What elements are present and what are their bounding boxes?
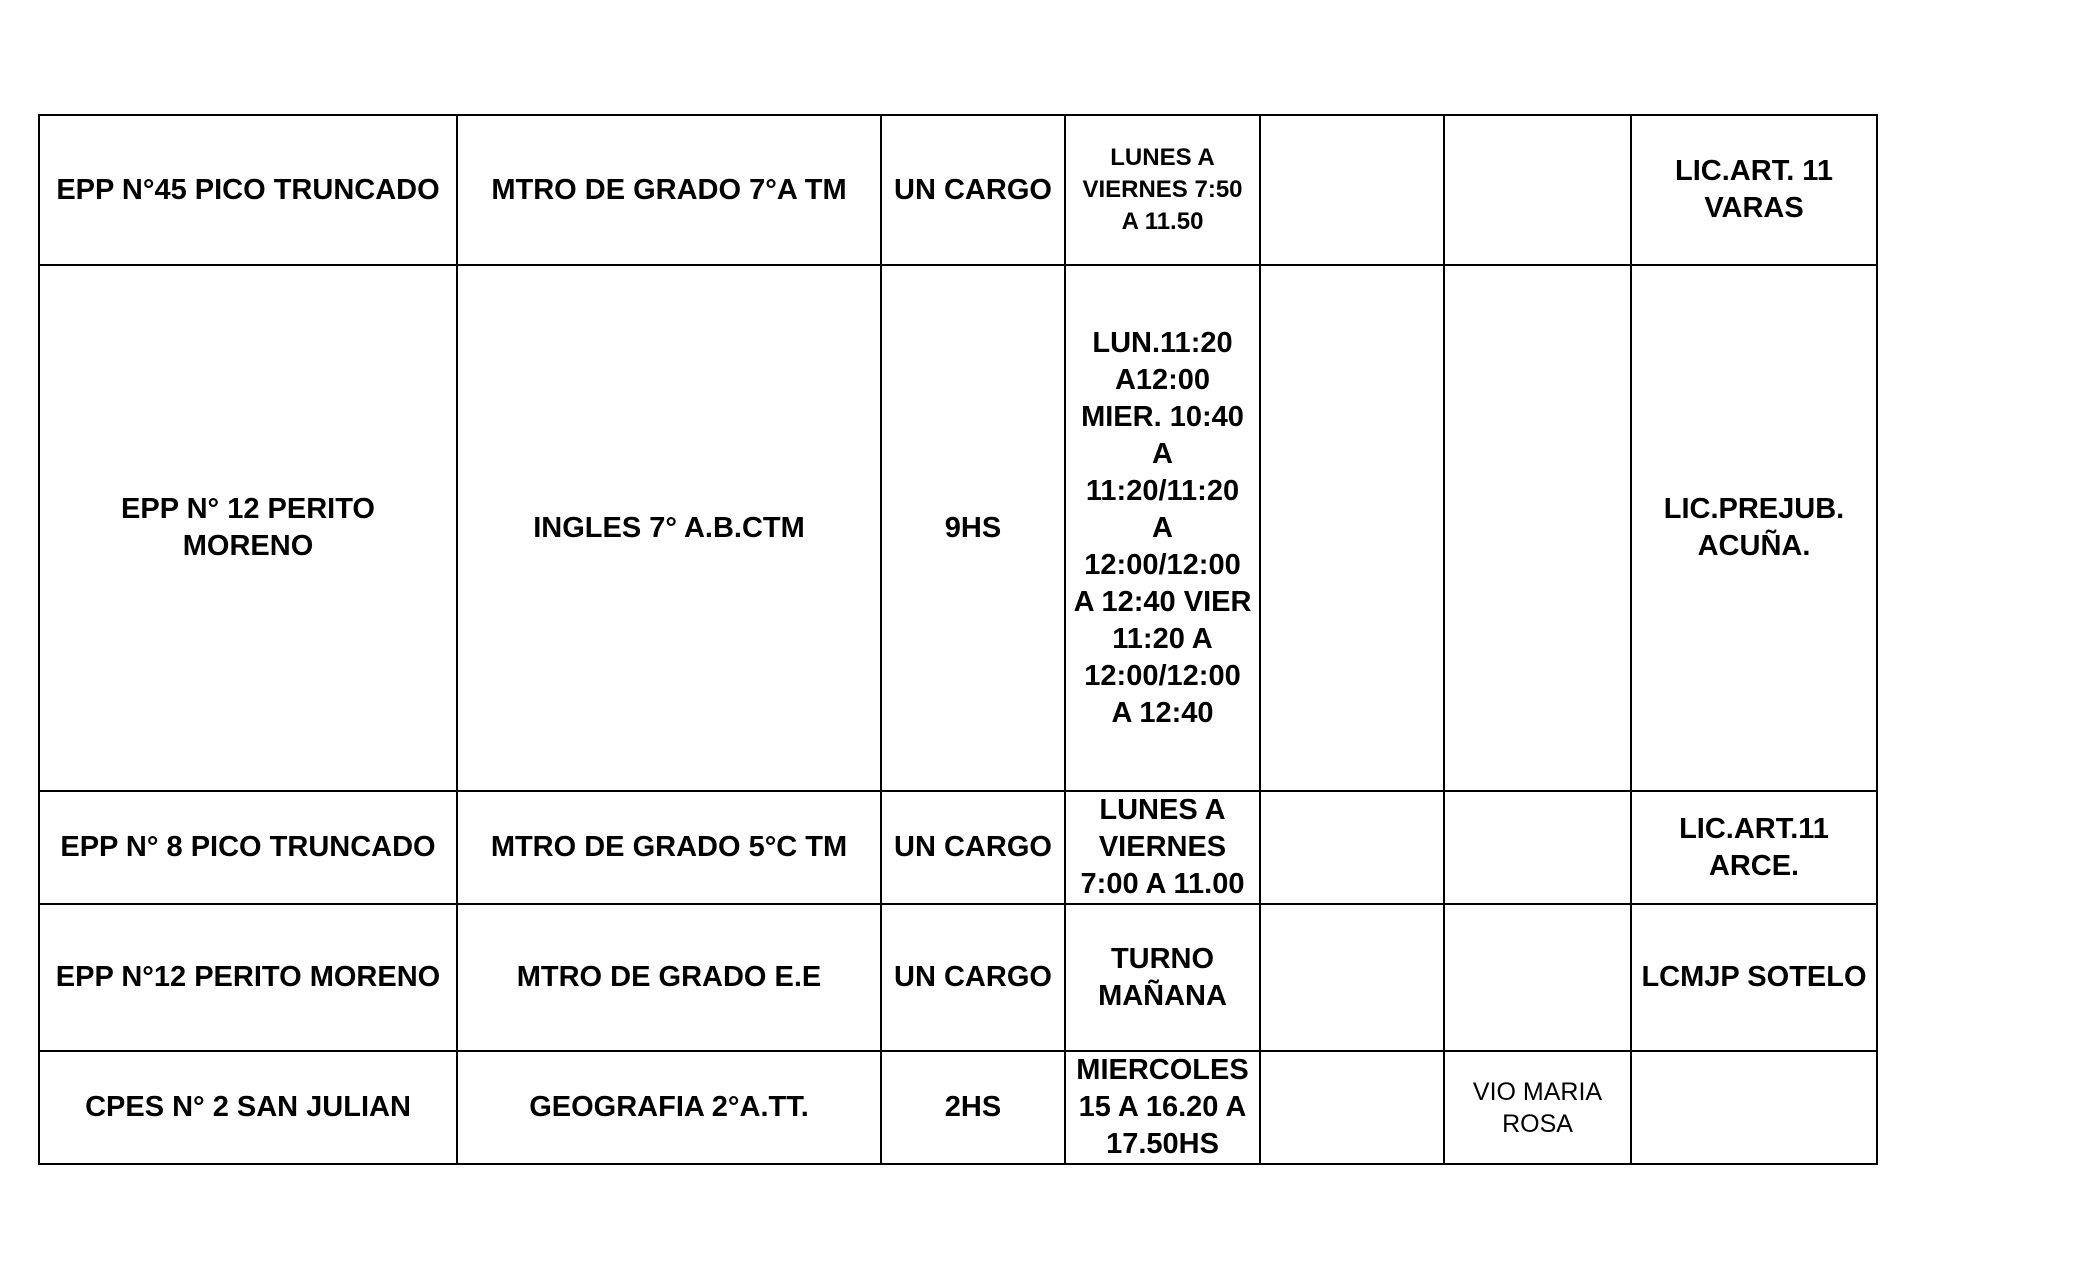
leave-cell: LIC.ART. 11 VARAS [1631,115,1877,265]
table-row [39,265,1877,791]
empty-cell [1260,265,1444,791]
table-row [39,1051,1877,1164]
empty-cell [1444,265,1631,791]
position-cell: INGLES 7° A.B.CTM [457,265,881,791]
empty-cell [1444,791,1631,904]
schedule-cell: LUNES A VIERNES 7:00 A 11.00 [1065,791,1260,904]
schedule-cell: TURNO MAÑANA [1065,904,1260,1051]
table-row [39,904,1877,1051]
schedule-cell: LUN.11:20 A12:00 MIER. 10:40 A 11:20/11:20 A 12:00/12:00 A 12:40 VIER 11:20 A 12:00/12:00 A 12:40 [1065,265,1260,791]
position-cell: MTRO DE GRADO E.E [457,904,881,1051]
table-row [39,115,1877,265]
empty-cell [1260,115,1444,265]
position-cell: MTRO DE GRADO 5°C TM [457,791,881,904]
table-row [39,791,1877,904]
position-cell: GEOGRAFIA 2°A.TT. [457,1051,881,1164]
school-cell: EPP N°12 PERITO MORENO [39,904,457,1051]
load-cell: UN CARGO [881,791,1065,904]
empty-cell [1444,904,1631,1051]
leave-cell [1631,1051,1877,1164]
position-cell: MTRO DE GRADO 7°A TM [457,115,881,265]
schedule-cell: LUNES A VIERNES 7:50 A 11.50 [1065,115,1260,265]
empty-cell [1260,1051,1444,1164]
load-cell: 2HS [881,1051,1065,1164]
leave-cell: LIC.ART.11 ARCE. [1631,791,1877,904]
school-cell: EPP N° 8 PICO TRUNCADO [39,791,457,904]
schedule-cell: MIERCOLES 15 A 16.20 A 17.50HS [1065,1051,1260,1164]
assignments-table [38,114,1878,1165]
replacement-cell: VIO MARIA ROSA [1444,1051,1631,1164]
empty-cell [1260,791,1444,904]
load-cell: UN CARGO [881,115,1065,265]
empty-cell [1444,115,1631,265]
school-cell: EPP N°45 PICO TRUNCADO [39,115,457,265]
empty-cell [1260,904,1444,1051]
leave-cell: LIC.PREJUB. ACUÑA. [1631,265,1877,791]
leave-cell: LCMJP SOTELO [1631,904,1877,1051]
school-cell: EPP N° 12 PERITO MORENO [39,265,457,791]
load-cell: 9HS [881,265,1065,791]
school-cell: CPES N° 2 SAN JULIAN [39,1051,457,1164]
load-cell: UN CARGO [881,904,1065,1051]
